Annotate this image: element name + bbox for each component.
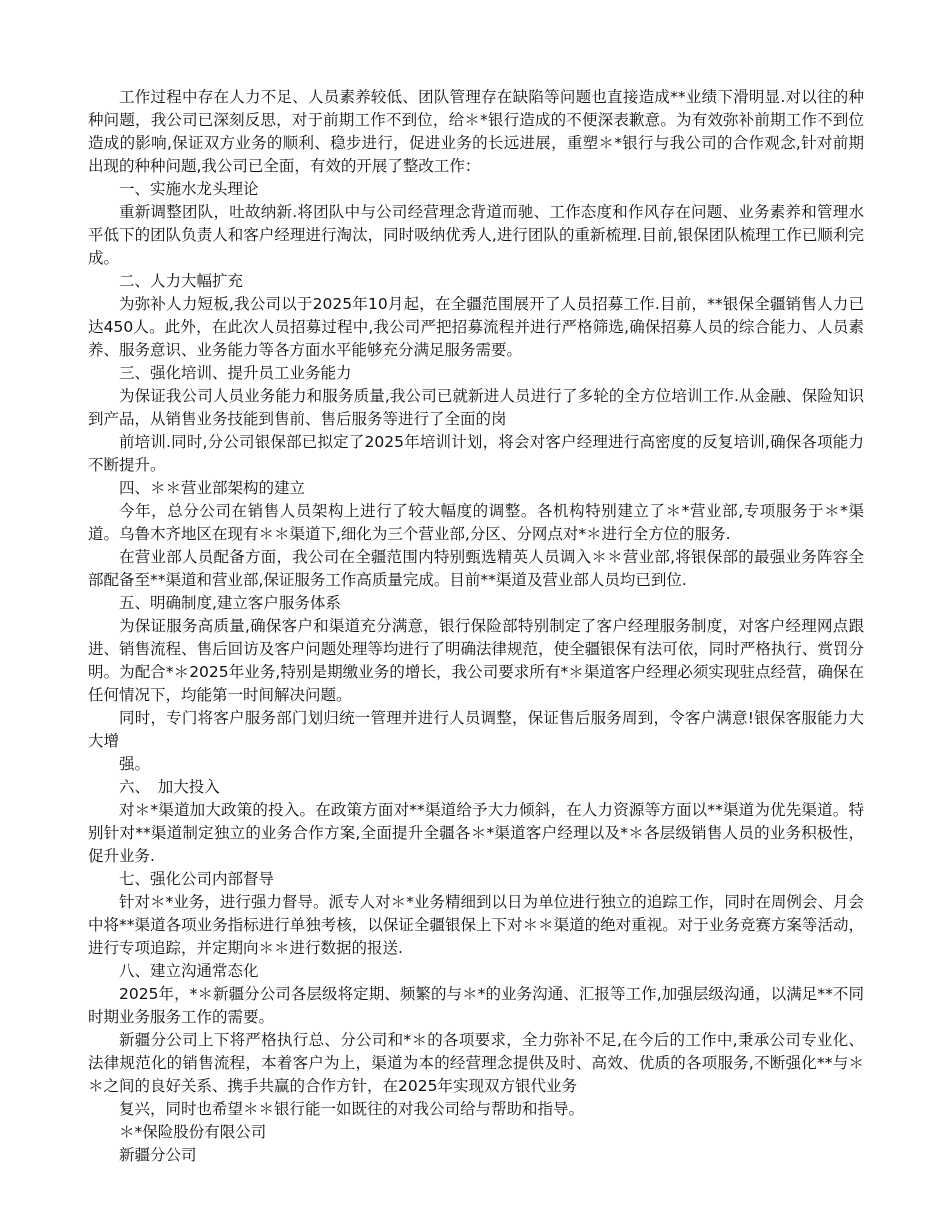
section-4-paragraph-1: 今年，总分公司在销售人员架构上进行了较大幅度的调整。各机构特别建立了＊*营业部,专项服务于＊*渠道。乌鲁木齐地区在现有＊＊渠道下,细化为三个营业部,分区、分网点对*＊进行全方位的服务. <box>88 502 864 543</box>
section-7-paragraph-1: 针对＊*业务，进行强力督导。派专人对＊*业务精细到以日为单位进行独立的追踪工作，同时在周例会、月会中将**渠道各项业务指标进行单独考核，以保证全疆银保上下对＊＊渠道的绝对重视。对于业务竞赛方案等活动，进行专项追踪，并定期向＊＊进行数据的报送. <box>88 893 864 957</box>
section-5-paragraph-3: 强。 <box>119 755 151 773</box>
signature-branch: 新疆分公司 <box>119 1146 197 1164</box>
section-3-heading: 三、强化培训、提升员工业务能力 <box>119 364 352 382</box>
signature-company: ＊*保险股份有限公司 <box>119 1123 267 1141</box>
section-1-paragraph-1: 重新调整团队，吐故纳新.将团队中与公司经营理念背道而驰、工作态度和作风存在问题、业务素养和管理水平低下的团队负责人和客户经理进行淘汰，同时吸纳优秀人,进行团队的重新梳理.目前,银保团队梳理工作已顺利完成。 <box>88 203 864 267</box>
intro-paragraph: 工作过程中存在人力不足、人员素养较低、团队管理存在缺陷等问题也直接造成**业绩下滑明显.对以往的种种问题，我公司已深刻反思，对于前期工作不到位，给＊*银行造成的不便深表歉意。为有效弥补前期工作不到位造成的影响,保证双方业务的顺利、稳步进行，促进业务的长远进展，重塑＊*银行与我公司的合作观念,针对前期出现的种种问题,我公司已全面，有效的开展了整改工作： <box>88 88 864 175</box>
section-8-paragraph-3: 复兴，同时也希望＊＊银行能一如既往的对我公司给与帮助和指导。 <box>119 1100 585 1118</box>
section-1-heading: 一、实施水龙头理论 <box>119 180 259 198</box>
section-3-paragraph-2: 前培训.同时,分公司银保部已拟定了2025年培训计划，将会对客户经理进行高密度的反复培训,确保各项能力不断提升。 <box>88 433 864 474</box>
section-8-paragraph-1: 2025年，*＊新疆分公司各层级将定期、频繁的与＊*的业务沟通、汇报等工作,加强层级沟通，以满足**不同时期业务服务工作的需要。 <box>88 985 864 1026</box>
section-2-heading: 二、人力大幅扩充 <box>119 272 244 290</box>
section-7-heading: 七、强化公司内部督导 <box>119 870 275 888</box>
section-2-paragraph-1: 为弥补人力短板,我公司以于2025年10月起，在全疆范围展开了人员招募工作.目前，**银保全疆销售人力已达450人。此外，在此次人员招募过程中,我公司严把招募流程并进行严格筛选,确保招募人员的综合能力、人员素养、服务意识、业务能力等各方面水平能够充分满足服务需要。 <box>88 295 864 359</box>
section-5-paragraph-1: 为保证服务高质量,确保客户和渠道充分满意，银行保险部特别制定了客户经理服务制度，对客户经理网点跟进、销售流程、售后回访及客户问题处理等均进行了明确法律规范，使全疆银保有法可依，同时严格执行、赏罚分明。为配合*＊2025年业务,特别是期缴业务的增长，我公司要求所有*＊渠道客户经理必须实现驻点经营，确保在任何情况下，均能第一时间解决问题。 <box>88 617 864 704</box>
section-8-heading: 八、建立沟通常态化 <box>119 962 259 980</box>
section-4-heading: 四、＊＊营业部架构的建立 <box>119 479 306 497</box>
section-6-heading: 六、 加大投入 <box>119 778 220 796</box>
section-3-paragraph-1: 为保证我公司人员业务能力和服务质量,我公司已就新进人员进行了多轮的全方位培训工作.从金融、保险知识到产品，从销售业务技能到售前、售后服务等进行了全面的岗 <box>88 387 864 428</box>
section-6-paragraph-1: 对＊*渠道加大政策的投入。在政策方面对**渠道给予大力倾斜，在人力资源等方面以**渠道为优先渠道。特别针对**渠道制定独立的业务合作方案,全面提升全疆各＊*渠道客户经理以及*＊各层级销售人员的业务积极性，促升业务. <box>88 801 864 865</box>
document-page <box>88 86 864 1167</box>
section-4-paragraph-2: 在营业部人员配备方面，我公司在全疆范围内特别甄选精英人员调入＊＊营业部,将银保部的最强业务阵容全部配备至**渠道和营业部,保证服务工作高质量完成。目前**渠道及营业部人员均已到位. <box>88 548 864 589</box>
section-5-heading: 五、明确制度,建立客户服务体系 <box>119 594 341 612</box>
section-5-paragraph-2: 同时，专门将客户服务部门划归统一管理并进行人员调整，保证售后服务周到，令客户满意!银保客服能力大大增 <box>88 709 864 750</box>
section-8-paragraph-2: 新疆分公司上下将严格执行总、分公司和*＊的各项要求，全力弥补不足,在今后的工作中,秉承公司专业化、法律规范化的销售流程，本着客户为上，渠道为本的经营理念提供及时、高效、优质的各项服务,不断强化**与＊＊之间的良好关系、携手共赢的合作方针，在2025年实现双方银代业务 <box>88 1031 864 1095</box>
